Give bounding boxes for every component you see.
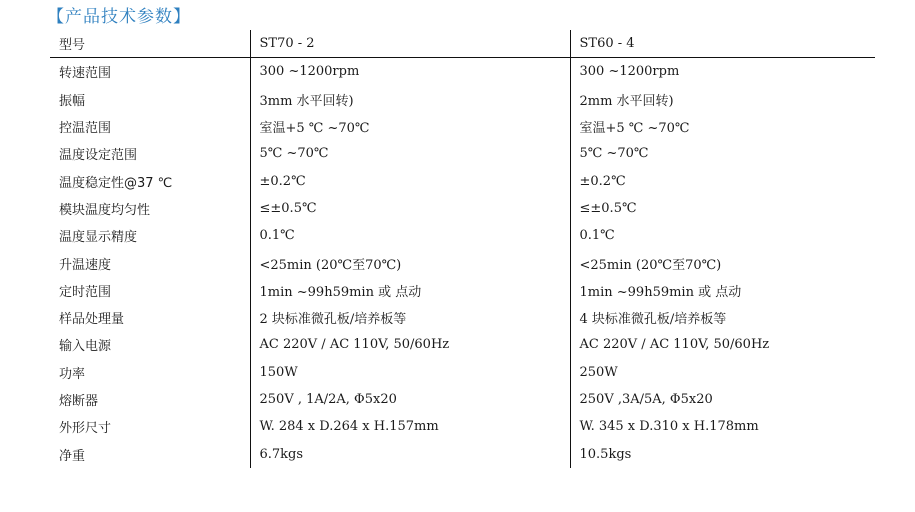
- spec-value: W. 345 x D.310 x H.178mm: [570, 413, 875, 440]
- spec-value: 150W: [250, 359, 570, 386]
- spec-label: 控温范围: [59, 121, 112, 137]
- spec-row: [50, 195, 875, 222]
- model-name-st70-2: ST70 - 2: [250, 30, 570, 58]
- spec-value: 2mm 水平回转): [570, 86, 875, 113]
- model-label: 型号: [50, 30, 250, 58]
- spec-label: 模块温度均匀性: [59, 202, 151, 218]
- spec-value: 0.1℃: [570, 222, 875, 249]
- spec-label: 定时范围: [59, 284, 112, 300]
- section-title: 【产品技术参数】: [47, 7, 191, 27]
- spec-row: [50, 440, 875, 467]
- spec-label: 温度设定范围: [59, 148, 138, 164]
- spec-table-body: [50, 30, 875, 468]
- spec-value: AC 220V / AC 110V, 50/60Hz: [570, 331, 875, 358]
- spec-value: 300 ~1200rpm: [570, 58, 875, 86]
- model-name-st60-4: ST60 - 4: [570, 30, 875, 58]
- spec-value: 室温+5 ℃ ~70℃: [250, 113, 570, 140]
- spec-value: 1min ~99h59min 或 点动: [250, 277, 570, 304]
- spec-value: 10.5kgs: [570, 440, 875, 467]
- spec-value: 250W: [570, 359, 875, 386]
- spec-value: ±0.2℃: [250, 167, 570, 194]
- spec-label: 功率: [59, 366, 86, 382]
- spec-label: 转速范围: [59, 66, 112, 82]
- spec-row: [50, 113, 875, 140]
- spec-value: <25min (20℃至70℃): [250, 249, 570, 276]
- spec-value: 250V ,3A/5A, Φ5x20: [570, 386, 875, 413]
- spec-value: 5℃ ~70℃: [570, 140, 875, 167]
- spec-value: ≤±0.5℃: [250, 195, 570, 222]
- spec-value: ≤±0.5℃: [570, 195, 875, 222]
- spec-label: 外形尺寸: [59, 421, 112, 437]
- spec-label: 振幅: [59, 93, 86, 109]
- spec-label: 净重: [59, 448, 86, 464]
- spec-value: 0.1℃: [250, 222, 570, 249]
- spec-row: [50, 277, 875, 304]
- spec-row: [50, 304, 875, 331]
- spec-label: 样品处理量: [59, 312, 125, 328]
- spec-row: [50, 413, 875, 440]
- spec-table: [50, 30, 875, 468]
- spec-value: 300 ~1200rpm: [250, 58, 570, 86]
- spec-value: 1min ~99h59min 或 点动: [570, 277, 875, 304]
- spec-row: [50, 249, 875, 276]
- spec-row: [50, 140, 875, 167]
- spec-value: 6.7kgs: [250, 440, 570, 467]
- spec-row: [50, 386, 875, 413]
- spec-label: 输入电源: [59, 339, 112, 355]
- spec-value: <25min (20℃至70℃): [570, 249, 875, 276]
- spec-value: 室温+5 ℃ ~70℃: [570, 113, 875, 140]
- spec-value: 2 块标准微孔板/培养板等: [250, 304, 570, 331]
- spec-value: 250V , 1A/2A, Φ5x20: [250, 386, 570, 413]
- spec-label: 温度显示精度: [59, 230, 138, 246]
- spec-row: [50, 359, 875, 386]
- spec-value: 4 块标准微孔板/培养板等: [570, 304, 875, 331]
- spec-row: [50, 167, 875, 194]
- spec-label: 升温速度: [59, 257, 112, 273]
- spec-row: [50, 331, 875, 358]
- spec-value: W. 284 x D.264 x H.157mm: [250, 413, 570, 440]
- spec-value: ±0.2℃: [570, 167, 875, 194]
- spec-row: [50, 86, 875, 113]
- spec-label: 熔断器: [59, 394, 99, 409]
- spec-value: 3mm 水平回转): [250, 86, 570, 113]
- spec-row: [50, 222, 875, 249]
- spec-row: [50, 58, 875, 86]
- spec-value: AC 220V / AC 110V, 50/60Hz: [250, 331, 570, 358]
- model-header-row: [50, 30, 875, 58]
- spec-value: 5℃ ~70℃: [250, 140, 570, 167]
- spec-label: 温度稳定性@37 ℃: [59, 175, 173, 191]
